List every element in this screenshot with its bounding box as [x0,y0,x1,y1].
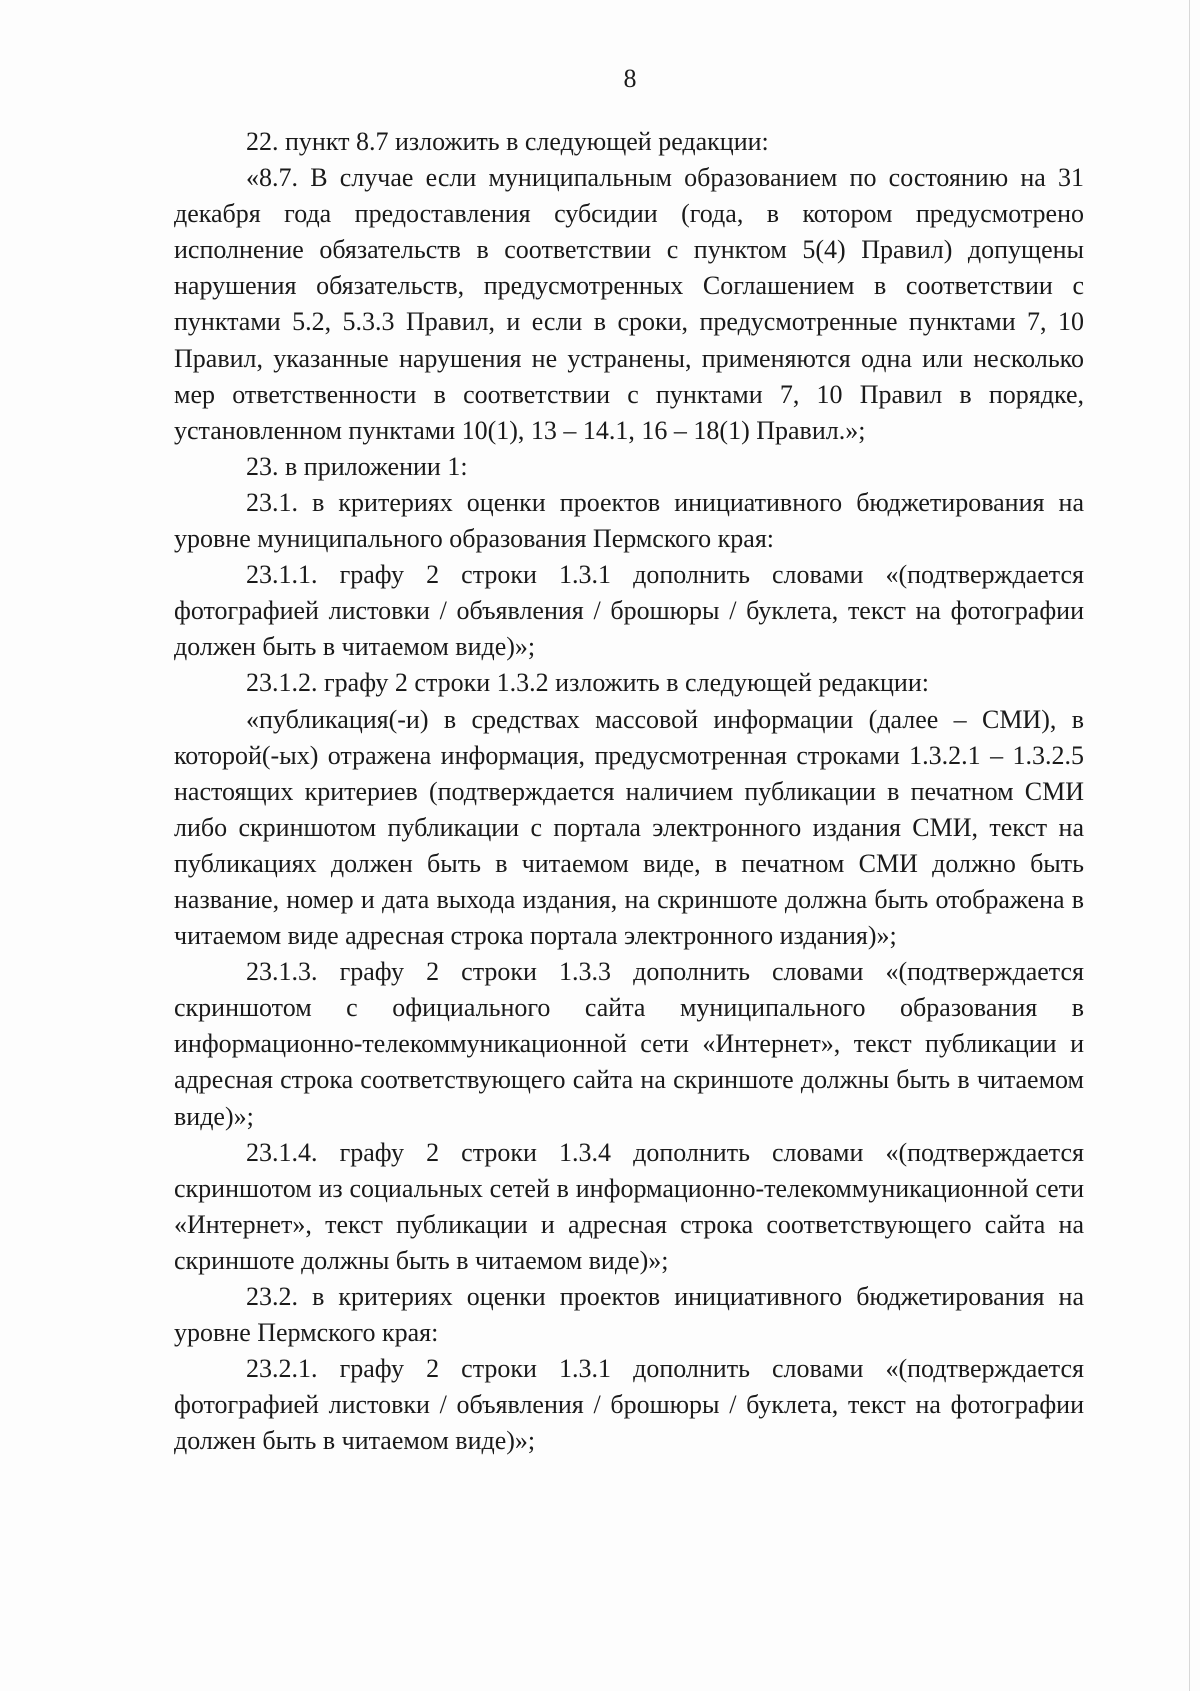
page-number: 8 [623,64,637,93]
scan-edge-line [1189,0,1190,1691]
paragraph-23-1-3: 23.1.3. графу 2 строки 1.3.3 дополнить словами «(подтверждается скриншотом с официального сайта муниципального образования в информационно-телекоммуникационной сети «Интернет», текст публикации и адресная строка соответствующего сайта на скриншоте должны быть в читаемом виде)»; [174,957,1084,1131]
paragraph-23-1-1: 23.1.1. графу 2 строки 1.3.1 дополнить словами «(подтверждается фотографией листовки / объявления / брошюры / буклета, текст на фотографии должен быть в читаемом виде)»; [174,560,1084,662]
paragraph-23-1-2: 23.1.2. графу 2 строки 1.3.2 изложить в следующей редакции: [246,668,929,698]
paragraph-23-1-4: 23.1.4. графу 2 строки 1.3.4 дополнить словами «(подтверждается скриншотом из социальных сетей в информационно-телекоммуникационной сети «Интернет», текст публикации и адресная строка соответствующего сайта на скриншоте должны быть в читаемом виде)»; [174,1137,1084,1275]
document-body [174,124,1084,1459]
paragraph-23-1: 23.1. в критериях оценки проектов инициативного бюджетирования на уровне муниципального образования Пермского края: [174,487,1084,554]
paragraph-8-7-text: «8.7. В случае если муниципальным образованием по состоянию на 31 декабря года предоставления субсидии (года, в котором предусмотрено исполнение обязательств в соответствии с пунктом 5(4) Правил) допущены нарушения обязательств, предусмотренных Соглашением в соответствии с пунктами 5.2, 5.3.3 Правил, и если в сроки, предусмотренные пунктами 7, 10 Правил, указанные нарушения не устранены, применяются одна или несколько мер ответственности в соответствии с пунктами 7, 10 Правил в порядке, установленном пунктами 10(1), 13 – 14.1, 16 – 18(1) Правил.»; [174,163,1084,445]
paragraph-23-2-1: 23.2.1. графу 2 строки 1.3.1 дополнить словами «(подтверждается фотографией листовки / объявления / брошюры / буклета, текст на фотографии должен быть в читаемом виде)»; [174,1354,1084,1456]
paragraph-23: 23. в приложении 1: [246,451,468,481]
paragraph-23-1-2-text: «публикация(-и) в средствах массовой информации (далее – СМИ), в которой(-ых) отражена информация, предусмотренная строками 1.3.2.1 – 1.3.2.5 настоящих критериев (подтверждается наличием публикации в печатном СМИ либо скриншотом публикации с портала электронного издания СМИ, текст на публикациях должен быть в читаемом виде, в печатном СМИ должно быть название, номер и дата выхода издания, на скриншоте должна быть отображена в читаемом виде адресная строка портала электронного издания)»; [174,704,1084,951]
paragraph-22: 22. пункт 8.7 изложить в следующей редакции: [246,127,769,156]
paragraph-23-2: 23.2. в критериях оценки проектов инициативного бюджетирования на уровне Пермского края: [174,1282,1084,1348]
